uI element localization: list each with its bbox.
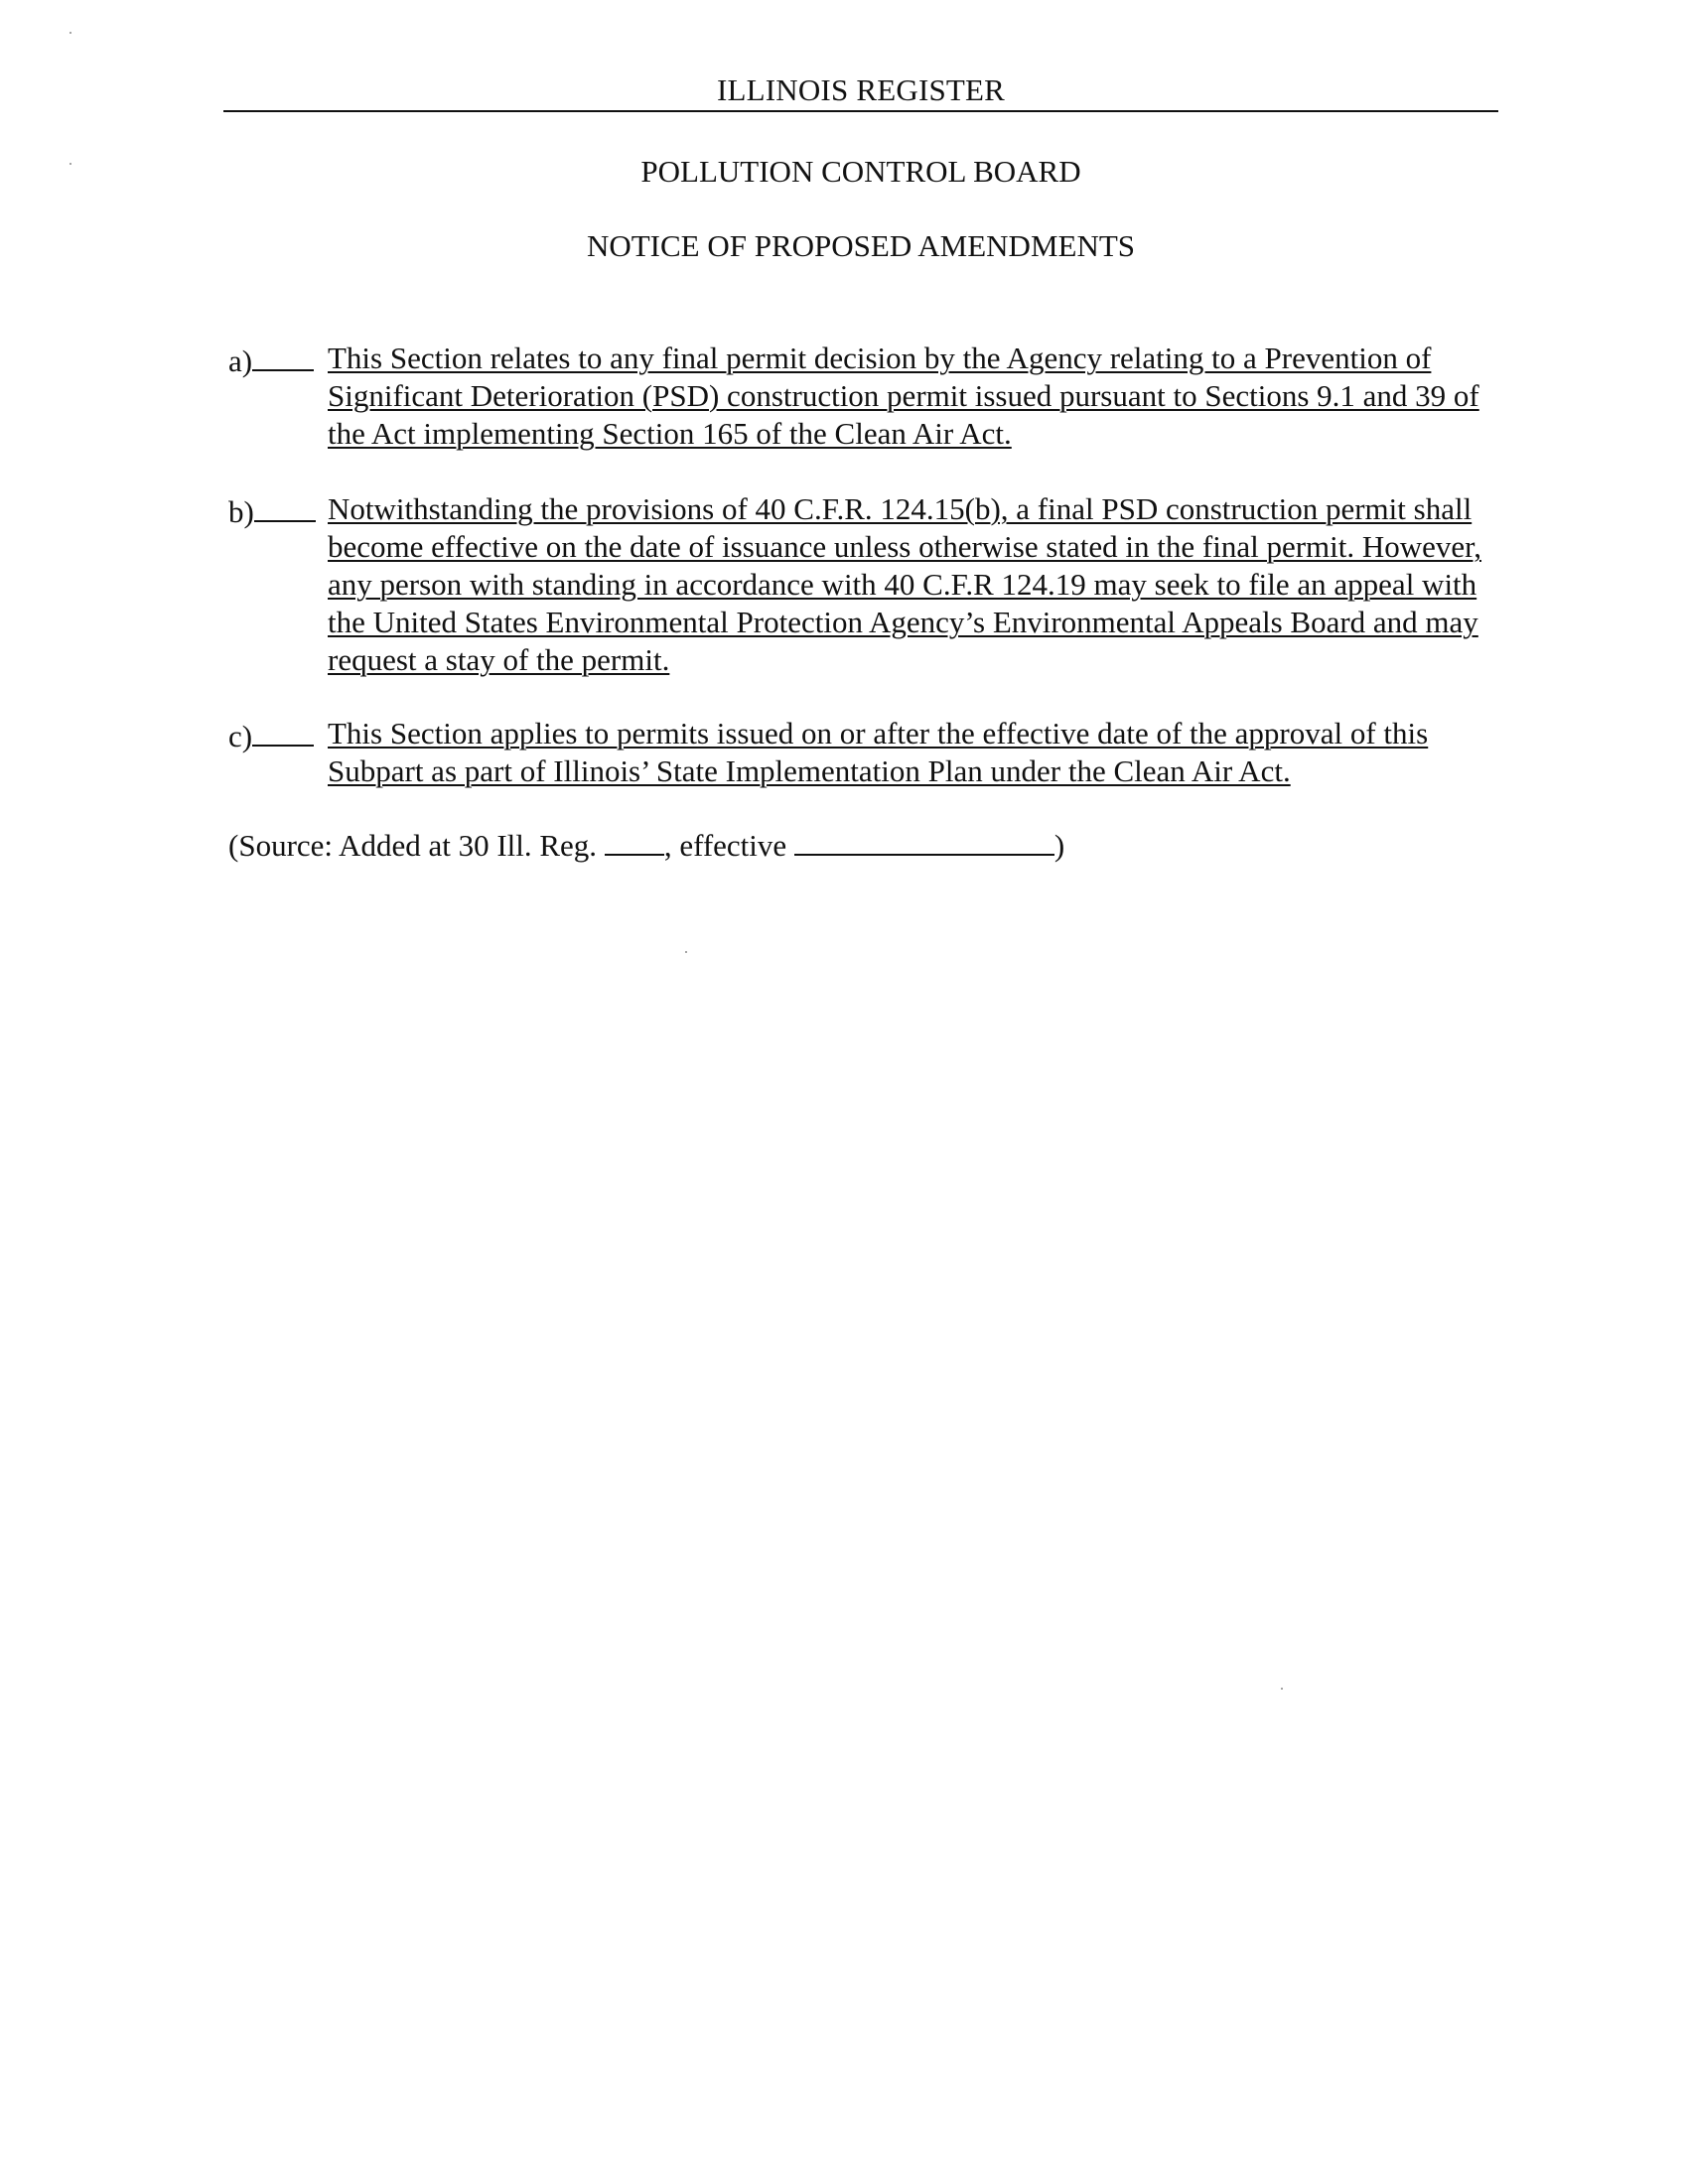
paragraph-label: c) (228, 715, 328, 755)
notice-heading: NOTICE OF PROPOSED AMENDMENTS (586, 228, 1136, 263)
paragraph-text: Notwithstanding the provisions of 40 C.F.R. 124.15(b), a final PSD construction permit shall become effective on the date of issuance unless otherwise stated in the final permit. However, any person with standing in accordance with 40 C.F.R 124.19 may seek to file an appeal with the United States Environmental Protection Agency’s Environmental Appeals Board and may request a stay of the permit. (328, 491, 1482, 677)
source-note (228, 826, 1064, 865)
paragraph-label: b) (228, 490, 328, 531)
board-name: POLLUTION CONTROL BOARD (640, 154, 1081, 189)
scan-speck (685, 951, 687, 953)
paragraph-label: a) (228, 340, 328, 380)
register-title: ILLINOIS REGISTER (716, 72, 1006, 107)
scan-speck (1281, 1688, 1283, 1690)
effective-date-blank (794, 826, 1054, 856)
paragraph-text: This Section applies to permits issued on or after the effective date of the approval of this Subpart as part of Illinois’ State Implementation Plan under the Clean Air Act. (328, 716, 1429, 788)
source-middle: , effective (663, 828, 787, 863)
scan-speck (70, 163, 71, 165)
header-divider (223, 110, 1498, 112)
register-blank (605, 826, 664, 856)
paragraph-text: This Section relates to any final permit decision by the Agency relating to a Prevention of Significant Deterioration (PSD) construction permit issued pursuant to Sections 9.1 and 39 of the Act implementing Section 165 of the Clean Air Act. (328, 341, 1479, 451)
source-prefix: (Source: Added at 30 Ill. Reg. (228, 828, 598, 863)
scan-speck (70, 32, 71, 34)
source-suffix: ) (1053, 828, 1065, 863)
